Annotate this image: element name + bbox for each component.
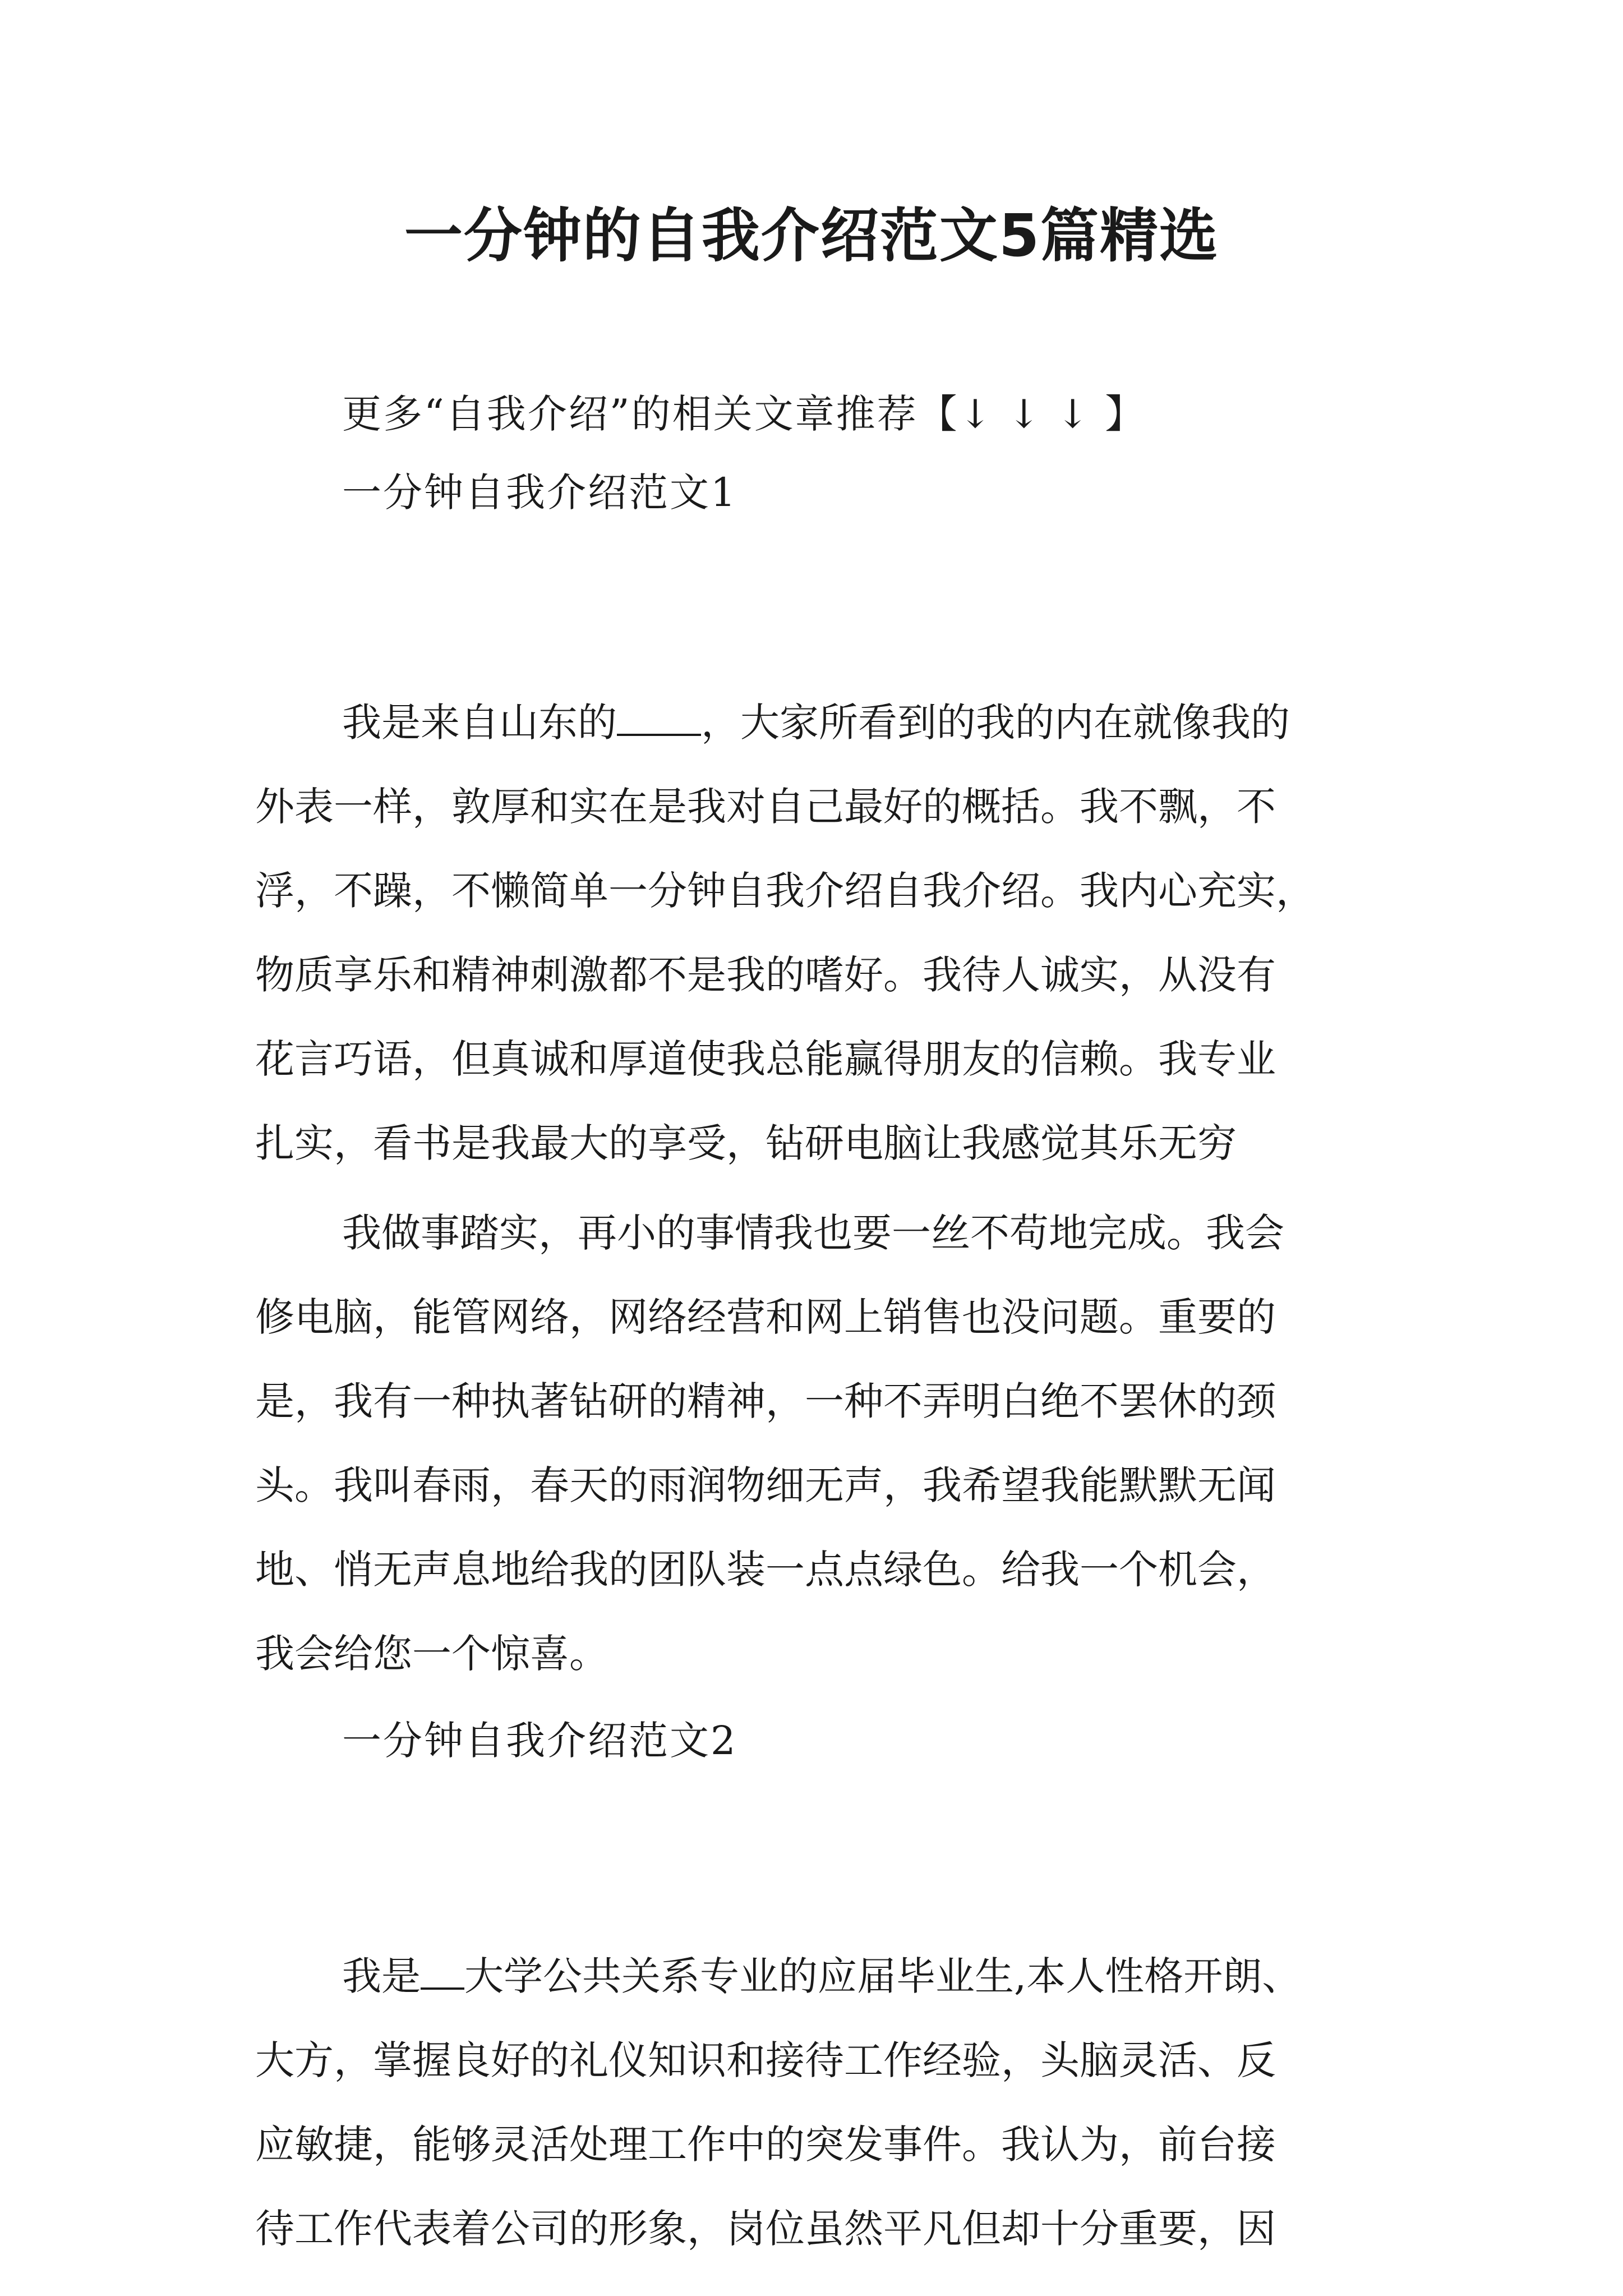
paragraph-1-line-1-start: 我是来自山东的 (342, 700, 617, 746)
paragraph-2-line-4: 头。我叫春雨，春天的雨润物细无声，我希望我能默默无闻 (255, 1462, 1276, 1508)
paragraph-1-line-1 (342, 696, 1464, 749)
recommend-line: 更多“自我介绍”的相关文章推荐【↓ ↓ ↓ 】 (342, 391, 1146, 437)
paragraph-3-line-2: 大方，掌握良好的礼仪知识和接待工作经验，头脑灵活、反 (255, 2037, 1276, 2083)
blank-underline (617, 699, 701, 736)
paragraph-3-line-3: 应敏捷，能够灵活处理工作中的突发事件。我认为，前台接 (255, 2122, 1276, 2168)
paragraph-1-line-4: 物质享乐和精神刺激都不是我的嗜好。我待人诚实，从没有 (255, 952, 1276, 998)
paragraph-2-line-5: 地、悄无声息地给我的团队装一点点绿色。给我一个机会， (255, 1547, 1276, 1593)
section-heading-2: 一分钟自我介绍范文2 (342, 1718, 737, 1764)
paragraph-2-line-1: 我做事踏实，再小的事情我也要一丝不苟地完成。我会 (342, 1210, 1284, 1256)
paragraph-1-line-2: 外表一样，敦厚和实在是我对自己最好的概括。我不飘，不 (255, 784, 1276, 830)
document-title: 一分钟的自我介绍范文5篇精选 (404, 201, 1219, 270)
paragraph-3-line-1 (342, 1949, 1464, 2003)
paragraph-1-line-1-end: ，大家所看到的我的内在就像我的 (701, 700, 1290, 746)
paragraph-1-line-3: 浮，不躁，不懒简单一分钟自我介绍自我介绍。我内心充实， (255, 868, 1315, 914)
paragraph-2-line-2: 修电脑，能管网络，网络经营和网上销售也没问题。重要的 (255, 1294, 1276, 1340)
paragraph-3-line-1-end: 大学公共关系专业的应届毕业生,本人性格开朗、 (464, 1953, 1302, 1999)
paragraph-3-line-1-start: 我是 (342, 1953, 421, 1999)
paragraph-3-line-4: 待工作代表着公司的形象，岗位虽然平凡但却十分重要，因 (255, 2206, 1276, 2252)
paragraph-2-line-6: 我会给您一个惊喜。 (255, 1631, 608, 1677)
paragraph-1-line-5: 花言巧语，但真诚和厚道使我总能赢得朋友的信赖。我专业 (255, 1036, 1276, 1082)
section-heading-1: 一分钟自我介绍范文1 (342, 470, 737, 516)
blank-underline (421, 1953, 464, 1990)
paragraph-1-line-6: 扎实，看书是我最大的享受，钻研电脑让我感觉其乐无穷 (255, 1120, 1237, 1166)
paragraph-2-line-3: 是，我有一种执著钻研的精神，一种不弄明白绝不罢休的颈 (255, 1378, 1276, 1424)
